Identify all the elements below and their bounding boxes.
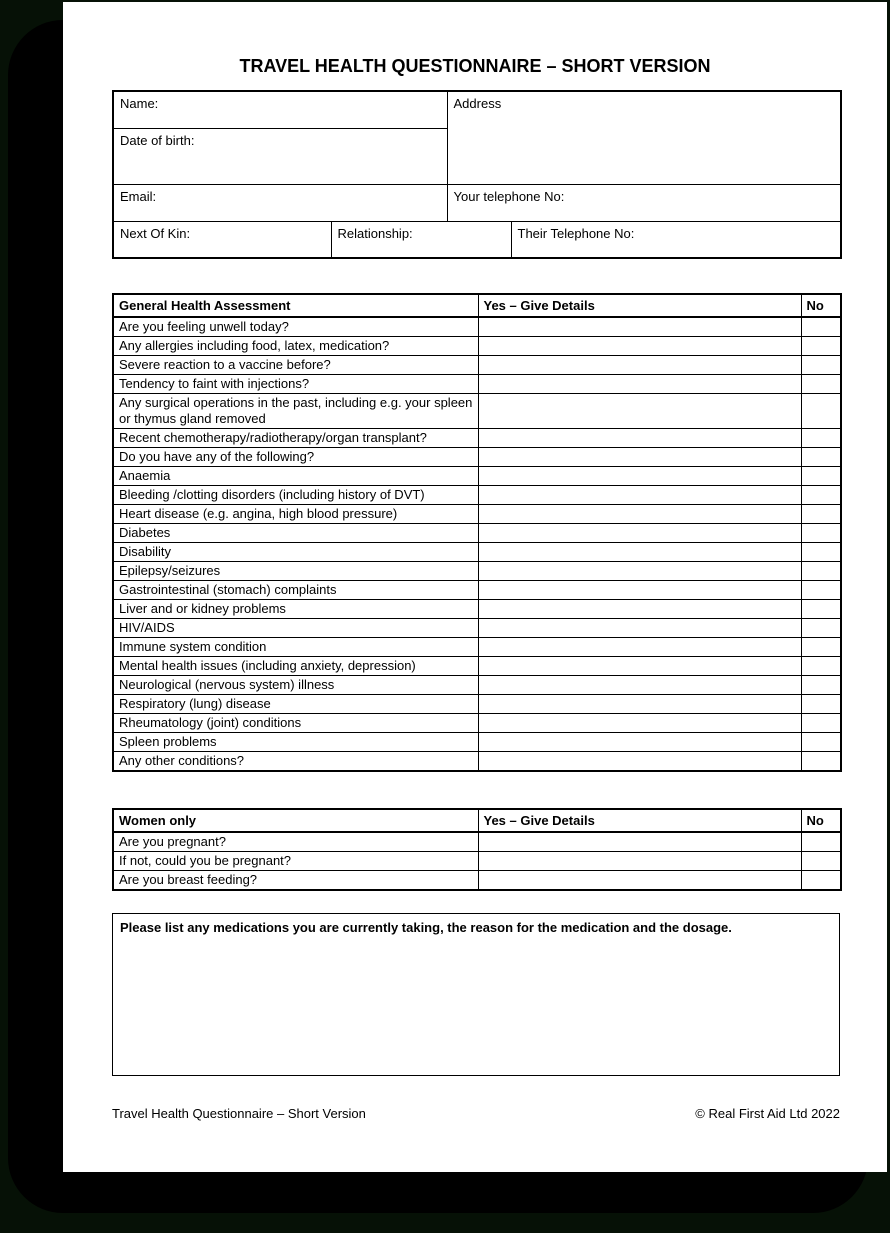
question-label: Are you pregnant?	[113, 832, 478, 852]
question-label: Rheumatology (joint) conditions	[113, 714, 478, 733]
date-of-birth-field[interactable]	[113, 129, 447, 185]
next-of-kin-field[interactable]	[113, 222, 331, 259]
table-row	[113, 600, 841, 619]
no-cell[interactable]	[801, 619, 841, 638]
question-label: Spleen problems	[113, 733, 478, 752]
table-row	[113, 852, 841, 871]
table-header-row	[113, 294, 841, 317]
your-telephone-field[interactable]	[447, 185, 841, 222]
table-row	[113, 356, 841, 375]
email-field[interactable]	[113, 185, 447, 222]
no-cell[interactable]	[801, 467, 841, 486]
relationship-label: Relationship:	[337, 226, 413, 241]
yes-details-cell[interactable]	[478, 524, 801, 543]
yes-details-cell[interactable]	[478, 657, 801, 676]
no-header: No	[801, 809, 841, 832]
question-label: Immune system condition	[113, 638, 478, 657]
no-cell[interactable]	[801, 733, 841, 752]
yes-details-cell[interactable]	[478, 832, 801, 852]
table-row	[113, 638, 841, 657]
yes-details-cell[interactable]	[478, 486, 801, 505]
medications-box[interactable]	[112, 913, 840, 1076]
question-label: Are you feeling unwell today?	[113, 317, 478, 337]
yes-details-cell[interactable]	[478, 619, 801, 638]
no-cell[interactable]	[801, 714, 841, 733]
table-row	[113, 505, 841, 524]
relationship-field[interactable]	[331, 222, 511, 259]
yes-details-cell[interactable]	[478, 375, 801, 394]
yes-details-cell[interactable]	[478, 752, 801, 772]
table-row	[113, 185, 841, 222]
women-section-header: Women only	[113, 809, 478, 832]
yes-details-cell[interactable]	[478, 733, 801, 752]
no-cell[interactable]	[801, 638, 841, 657]
question-label: Liver and or kidney problems	[113, 600, 478, 619]
no-cell[interactable]	[801, 317, 841, 337]
yes-details-cell[interactable]	[478, 505, 801, 524]
yes-details-cell[interactable]	[478, 600, 801, 619]
no-cell[interactable]	[801, 852, 841, 871]
no-cell[interactable]	[801, 581, 841, 600]
question-label: Neurological (nervous system) illness	[113, 676, 478, 695]
your-telephone-label: Your telephone No:	[453, 189, 565, 204]
name-field[interactable]	[113, 91, 447, 129]
table-row	[113, 317, 841, 337]
no-cell[interactable]	[801, 676, 841, 695]
medications-label: Please list any medications you are currently taking, the reason for the medication and the dosage.	[120, 920, 732, 935]
table-row	[113, 733, 841, 752]
yes-details-cell[interactable]	[478, 871, 801, 891]
table-row	[113, 524, 841, 543]
question-label: Anaemia	[113, 467, 478, 486]
table-row	[113, 832, 841, 852]
table-row	[113, 581, 841, 600]
question-label: If not, could you be pregnant?	[113, 852, 478, 871]
their-telephone-field[interactable]	[511, 222, 841, 259]
question-label: Respiratory (lung) disease	[113, 695, 478, 714]
yes-details-cell[interactable]	[478, 356, 801, 375]
page-footer	[112, 1106, 840, 1121]
question-label: Severe reaction to a vaccine before?	[113, 356, 478, 375]
footer-copyright: © Real First Aid Ltd 2022	[695, 1106, 840, 1121]
yes-details-cell[interactable]	[478, 448, 801, 467]
women-only-table	[112, 808, 842, 891]
yes-details-cell[interactable]	[478, 852, 801, 871]
footer-document-title: Travel Health Questionnaire – Short Version	[112, 1106, 366, 1121]
yes-details-cell[interactable]	[478, 467, 801, 486]
no-cell[interactable]	[801, 600, 841, 619]
no-cell[interactable]	[801, 486, 841, 505]
table-header-row	[113, 809, 841, 832]
yes-details-cell[interactable]	[478, 429, 801, 448]
table-row	[113, 394, 841, 429]
no-cell[interactable]	[801, 543, 841, 562]
table-row	[113, 871, 841, 891]
table-row	[113, 714, 841, 733]
table-row	[113, 467, 841, 486]
no-cell[interactable]	[801, 657, 841, 676]
email-label: Email:	[120, 189, 157, 204]
date-of-birth-label: Date of birth:	[120, 133, 195, 148]
health-section-header: General Health Assessment	[113, 294, 478, 317]
no-cell[interactable]	[801, 448, 841, 467]
table-row	[113, 448, 841, 467]
no-cell[interactable]	[801, 832, 841, 852]
yes-details-cell[interactable]	[478, 394, 801, 429]
next-of-kin-label: Next Of Kin:	[120, 226, 191, 241]
no-cell[interactable]	[801, 337, 841, 356]
contact-info-table	[112, 90, 842, 259]
document-page	[63, 2, 887, 1172]
question-label: Heart disease (e.g. angina, high blood pressure)	[113, 505, 478, 524]
table-row	[113, 429, 841, 448]
table-row	[113, 337, 841, 356]
their-telephone-label: Their Telephone No:	[517, 226, 635, 241]
table-row	[113, 222, 841, 259]
no-cell[interactable]	[801, 505, 841, 524]
yes-details-cell[interactable]	[478, 317, 801, 337]
question-label: Gastrointestinal (stomach) complaints	[113, 581, 478, 600]
yes-details-cell[interactable]	[478, 676, 801, 695]
table-row	[113, 752, 841, 772]
question-label: Tendency to faint with injections?	[113, 375, 478, 394]
question-label: Mental health issues (including anxiety, depression)	[113, 657, 478, 676]
table-row	[113, 695, 841, 714]
no-header: No	[801, 294, 841, 317]
no-cell[interactable]	[801, 394, 841, 429]
yes-details-cell[interactable]	[478, 695, 801, 714]
yes-details-cell[interactable]	[478, 581, 801, 600]
no-cell[interactable]	[801, 429, 841, 448]
yes-details-cell[interactable]	[478, 337, 801, 356]
question-label: Epilepsy/seizures	[113, 562, 478, 581]
no-cell[interactable]	[801, 752, 841, 772]
table-row	[113, 657, 841, 676]
no-cell[interactable]	[801, 871, 841, 891]
table-row	[113, 676, 841, 695]
table-row	[113, 562, 841, 581]
question-label: Any allergies including food, latex, medication?	[113, 337, 478, 356]
table-row	[113, 486, 841, 505]
no-cell[interactable]	[801, 562, 841, 581]
question-label: HIV/AIDS	[113, 619, 478, 638]
question-label: Any surgical operations in the past, including e.g. your spleen or thymus gland removed	[113, 394, 478, 429]
question-label: Disability	[113, 543, 478, 562]
question-label: Are you breast feeding?	[113, 871, 478, 891]
address-field[interactable]	[447, 91, 841, 185]
no-cell[interactable]	[801, 695, 841, 714]
yes-details-cell[interactable]	[478, 714, 801, 733]
no-cell[interactable]	[801, 356, 841, 375]
question-label: Do you have any of the following?	[113, 448, 478, 467]
table-row	[113, 375, 841, 394]
question-label: Any other conditions?	[113, 752, 478, 772]
general-health-table	[112, 293, 842, 772]
table-row	[113, 543, 841, 562]
yes-details-cell[interactable]	[478, 543, 801, 562]
page-title: TRAVEL HEALTH QUESTIONNAIRE – SHORT VERSION	[239, 56, 711, 76]
table-row	[113, 91, 841, 129]
yes-details-cell[interactable]	[478, 562, 801, 581]
no-cell[interactable]	[801, 524, 841, 543]
yes-details-cell[interactable]	[478, 638, 801, 657]
table-row	[113, 619, 841, 638]
yes-details-header: Yes – Give Details	[478, 809, 801, 832]
address-label: Address	[453, 96, 502, 111]
question-label: Bleeding /clotting disorders (including history of DVT)	[113, 486, 478, 505]
yes-details-header: Yes – Give Details	[478, 294, 801, 317]
no-cell[interactable]	[801, 375, 841, 394]
question-label: Diabetes	[113, 524, 478, 543]
name-label: Name:	[120, 96, 159, 111]
question-label: Recent chemotherapy/radiotherapy/organ transplant?	[113, 429, 478, 448]
